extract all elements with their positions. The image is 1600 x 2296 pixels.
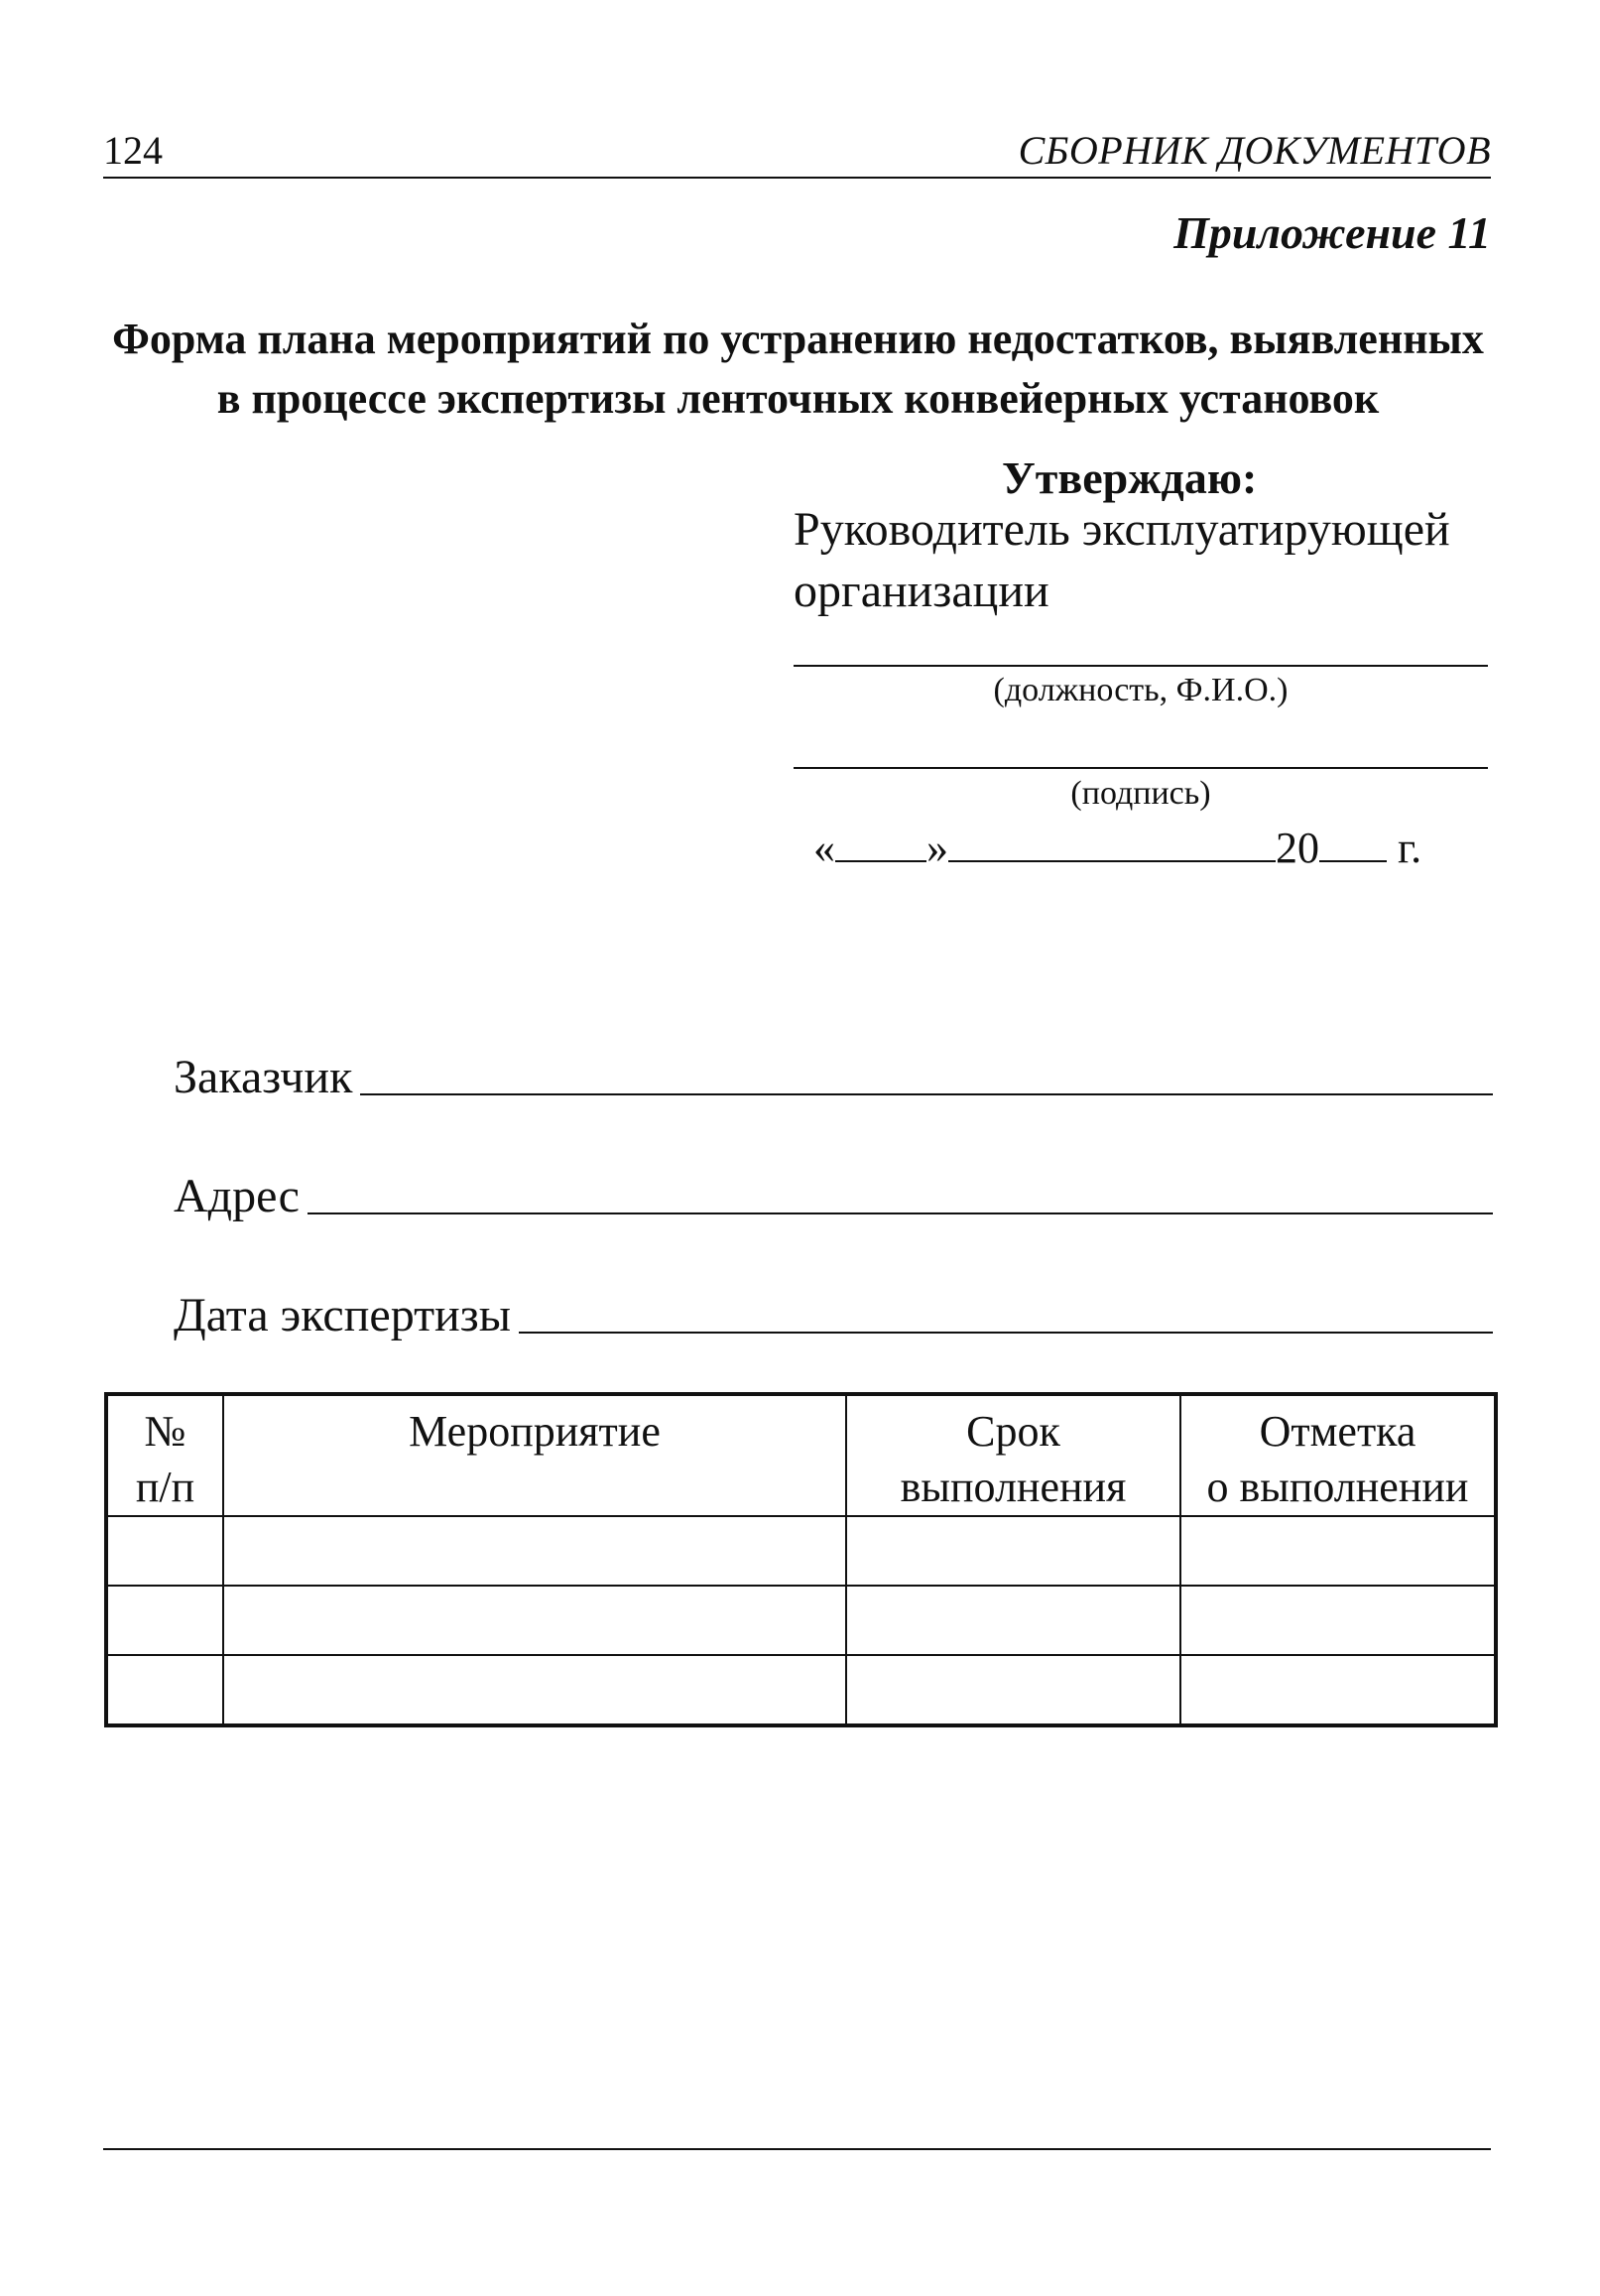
inspection-date-blank[interactable] (519, 1330, 1493, 1334)
cell-deadline[interactable] (846, 1655, 1180, 1725)
running-title: СБОРНИК ДОКУМЕНТОВ (1018, 128, 1491, 173)
footer-rule (103, 2148, 1491, 2150)
position-name-caption: (должность, Ф.И.О.) (993, 672, 1289, 708)
cell-completion-mark[interactable] (1180, 1516, 1496, 1586)
address-blank[interactable] (308, 1211, 1493, 1214)
date-close-quote: » (926, 824, 948, 872)
cell-deadline[interactable] (846, 1586, 1180, 1655)
customer-blank[interactable] (360, 1091, 1493, 1095)
cell-number[interactable] (106, 1586, 223, 1655)
cell-completion-mark[interactable] (1180, 1655, 1496, 1725)
header-deadline-line-1: Срок (966, 1407, 1060, 1456)
cell-completion-mark[interactable] (1180, 1586, 1496, 1655)
document-title-line-1: Форма плана мероприятий по устранению недостатков, выявленных (112, 315, 1484, 363)
header-number (106, 1394, 223, 1516)
header-completion-mark-line-1: Отметка (1259, 1407, 1416, 1456)
inspection-date-label: Дата экспертизы (174, 1289, 511, 1341)
approval-date-row (813, 821, 1421, 873)
approver-position (794, 499, 1488, 622)
date-day-blank[interactable] (835, 821, 926, 862)
cell-deadline[interactable] (846, 1516, 1180, 1586)
date-month-blank[interactable] (948, 821, 1276, 862)
appendix-label: Приложение 11 (1173, 207, 1491, 258)
table-row (106, 1516, 1496, 1586)
approver-position-line-2: организации (794, 565, 1049, 617)
header-number-line-1: № (144, 1407, 186, 1456)
approval-heading: Утверждаю: (1002, 452, 1258, 503)
header-measure-line-1: Мероприятие (409, 1407, 661, 1456)
date-year-blank[interactable] (1319, 821, 1387, 862)
header-rule (103, 177, 1491, 179)
page-number: 124 (103, 128, 163, 173)
date-open-quote: « (813, 824, 835, 872)
date-year-prefix: 20 (1276, 824, 1319, 872)
document-title-line-2: в процессе экспертизы ленточных конвейерных установок (216, 374, 1380, 423)
cell-number[interactable] (106, 1516, 223, 1586)
position-name-blank[interactable] (794, 665, 1488, 667)
date-year-suffix: г. (1398, 824, 1422, 872)
address-field (174, 1161, 1493, 1220)
address-label: Адрес (174, 1170, 300, 1222)
signature-caption: (подпись) (1070, 775, 1211, 812)
header-number-line-2: п/п (135, 1463, 195, 1511)
cell-measure[interactable] (223, 1586, 846, 1655)
plan-table (104, 1392, 1498, 1727)
approver-position-line-1: Руководитель эксплуатирующей (794, 503, 1450, 556)
table-row (106, 1586, 1496, 1655)
cell-measure[interactable] (223, 1655, 846, 1725)
customer-label: Заказчик (174, 1051, 353, 1103)
cell-measure[interactable] (223, 1516, 846, 1586)
cell-number[interactable] (106, 1655, 223, 1725)
header-completion-mark (1180, 1394, 1496, 1516)
header-completion-mark-line-2: о выполнении (1206, 1463, 1469, 1511)
header-deadline (846, 1394, 1180, 1516)
document-title (95, 310, 1501, 429)
header-measure (223, 1394, 846, 1516)
inspection-date-field (174, 1280, 1493, 1339)
customer-field (174, 1042, 1493, 1101)
signature-blank[interactable] (794, 767, 1488, 769)
table-header-row (106, 1394, 1496, 1516)
header-deadline-line-2: выполнения (900, 1463, 1127, 1511)
table-row (106, 1655, 1496, 1725)
